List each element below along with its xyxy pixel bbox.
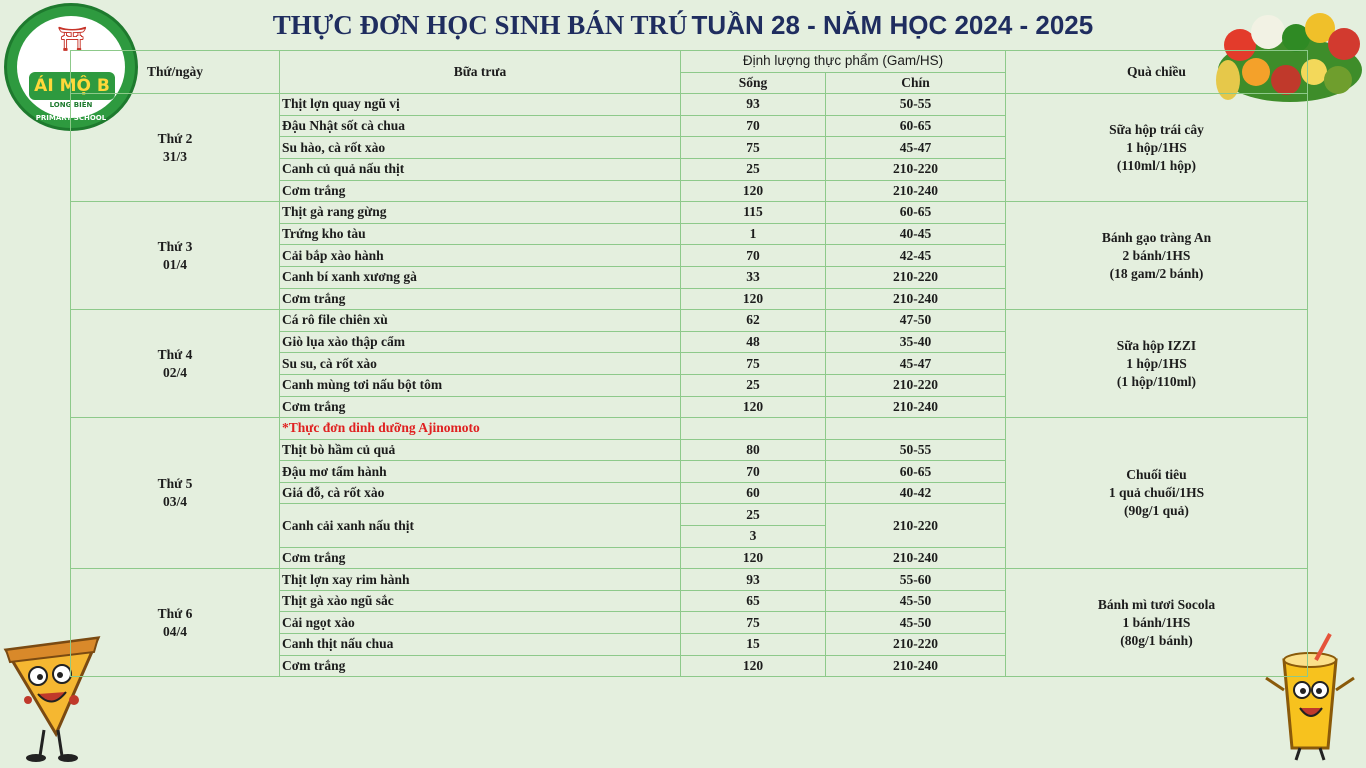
day-name: Thứ 4: [157, 346, 193, 362]
raw-amount: 120: [681, 288, 826, 310]
gate-icon: ⛩: [57, 27, 88, 53]
raw-cell: [681, 418, 826, 440]
cooked-amount: 60-65: [826, 461, 1006, 483]
raw-amount: 48: [681, 331, 826, 353]
day-cell: [71, 202, 280, 310]
header-lunch: Bữa trưa: [280, 51, 681, 94]
header-quantity: Định lượng thực phẩm (Gam/HS): [681, 51, 1006, 73]
raw-amount: 70: [681, 461, 826, 483]
dish-name: Đậu Nhật sốt cà chua: [280, 115, 681, 137]
dish-name: Cơm trắng: [280, 547, 681, 569]
snack-line: Bánh gạo tràng An: [1101, 229, 1212, 245]
snack-cell: [1006, 569, 1308, 677]
logo-school: PRIMARY SCHOOL: [35, 114, 107, 122]
dish-name: Thịt gà xào ngũ sắc: [280, 590, 681, 612]
dish-name: Trứng kho tàu: [280, 223, 681, 245]
cooked-amount: 42-45: [826, 245, 1006, 267]
cooked-amount: 45-50: [826, 590, 1006, 612]
menu-table: [70, 50, 1308, 677]
day-cell: [71, 94, 280, 202]
dish-name: Canh mùng tơi nấu bột tôm: [280, 374, 681, 396]
snack-line: 1 hộp/1HS: [1126, 139, 1187, 155]
snack-line: (90g/1 quả): [1124, 503, 1189, 519]
raw-amount: 120: [681, 655, 826, 677]
header-snack: Quà chiều: [1006, 51, 1308, 94]
snack-line: (80g/1 bánh): [1120, 632, 1193, 648]
dish-name: Cải ngọt xào: [280, 612, 681, 634]
note-row: [71, 418, 1308, 440]
header-row: [71, 51, 1308, 73]
raw-amount: 120: [681, 180, 826, 202]
raw-amount: 120: [681, 396, 826, 418]
cooked-cell: [826, 418, 1006, 440]
day-date: 02/4: [162, 364, 187, 380]
cooked-amount: 210-220: [826, 158, 1006, 180]
dish-name: Su hào, cà rốt xào: [280, 137, 681, 159]
title-main: THỰC ĐƠN HỌC SINH BÁN TRÚ: [272, 10, 688, 40]
snack-line: Sữa hộp IZZI: [1116, 337, 1197, 353]
raw-amount: 15: [681, 634, 826, 656]
table-row: [71, 569, 1308, 591]
cooked-amount: 210-220: [826, 266, 1006, 288]
snack-line: Bánh mì tươi Socola: [1097, 596, 1216, 612]
dish-name: Giá đỗ, cà rốt xào: [280, 482, 681, 504]
raw-amount: 62: [681, 310, 826, 332]
raw-amount: 75: [681, 353, 826, 375]
day-cell: [71, 310, 280, 418]
snack-cell: [1006, 310, 1308, 418]
logo-city: LONG BIÊN: [49, 101, 93, 109]
day-date: 01/4: [162, 256, 187, 272]
snack-line: 1 quả chuối/1HS: [1108, 485, 1205, 501]
day-name: Thứ 5: [157, 476, 193, 492]
header-cooked: Chín: [826, 72, 1006, 94]
cooked-amount: 50-55: [826, 439, 1006, 461]
dish-name: Su su, cà rốt xào: [280, 353, 681, 375]
raw-amount: 33: [681, 266, 826, 288]
snack-line: Chuối tiêu: [1126, 467, 1187, 483]
table-row: [71, 94, 1308, 116]
day-name: Thứ 6: [157, 605, 193, 621]
day-name: Thứ 3: [157, 238, 193, 254]
header-raw: Sống: [681, 72, 826, 94]
day-cell: [71, 418, 280, 569]
dish-name: Cơm trắng: [280, 288, 681, 310]
dish-name: Đậu mơ tẩm hành: [280, 461, 681, 483]
snack-line: 1 bánh/1HS: [1122, 614, 1191, 630]
raw-amount: 25: [681, 158, 826, 180]
cooked-amount: 210-240: [826, 655, 1006, 677]
raw-amount: 80: [681, 439, 826, 461]
dish-name: Giò lụa xào thập cẩm: [280, 331, 681, 353]
snack-line: (1 hộp/110ml): [1116, 373, 1197, 389]
snack-line: Sữa hộp trái cây: [1109, 121, 1204, 137]
snack-cell: [1006, 418, 1308, 569]
raw-amount: 25: [681, 374, 826, 396]
logo-name: ÁI MỘ B: [29, 72, 115, 100]
cooked-amount: 210-220: [826, 634, 1006, 656]
raw-amount: 75: [681, 612, 826, 634]
dish-name: Canh thịt nấu chua: [280, 634, 681, 656]
menu-note: *Thực đơn dinh dưỡng Ajinomoto: [280, 418, 681, 440]
raw-amount: 60: [681, 482, 826, 504]
raw-amount: 25: [681, 504, 826, 526]
day-cell: [71, 569, 280, 677]
raw-amount: 120: [681, 547, 826, 569]
raw-amount: 3: [681, 526, 826, 548]
dish-name: Canh bí xanh xương gà: [280, 266, 681, 288]
header-day: Thứ/ngày: [71, 51, 280, 94]
raw-amount: 93: [681, 94, 826, 116]
dish-name: Cơm trắng: [280, 396, 681, 418]
dish-name: Thịt lợn xay rim hành: [280, 569, 681, 591]
cooked-amount: 210-220: [826, 374, 1006, 396]
raw-amount: 75: [681, 137, 826, 159]
dish-name: Thịt gà rang gừng: [280, 202, 681, 224]
dish-name: Thịt lợn quay ngũ vị: [280, 94, 681, 116]
cooked-amount: 60-65: [826, 202, 1006, 224]
raw-amount: 1: [681, 223, 826, 245]
snack-line: 2 bánh/1HS: [1122, 247, 1191, 263]
dish-name: Cải bắp xào hành: [280, 245, 681, 267]
dish-name: Cá rô file chiên xù: [280, 310, 681, 332]
dish-name: Cơm trắng: [280, 180, 681, 202]
cooked-amount: 210-220: [826, 504, 1006, 547]
cooked-amount: 60-65: [826, 115, 1006, 137]
cooked-amount: 210-240: [826, 396, 1006, 418]
day-date: 03/4: [162, 494, 187, 510]
cooked-amount: 210-240: [826, 288, 1006, 310]
dish-name: Cơm trắng: [280, 655, 681, 677]
cooked-amount: 40-42: [826, 482, 1006, 504]
cooked-amount: 45-47: [826, 137, 1006, 159]
cooked-amount: 40-45: [826, 223, 1006, 245]
raw-amount: 93: [681, 569, 826, 591]
cooked-amount: 210-240: [826, 547, 1006, 569]
page-title: [0, 10, 1366, 41]
dish-name: Canh cải xanh nấu thịt: [280, 504, 681, 547]
cooked-amount: 50-55: [826, 94, 1006, 116]
snack-line: 1 hộp/1HS: [1126, 355, 1187, 371]
day-date: 31/3: [162, 148, 187, 164]
day-name: Thứ 2: [157, 130, 193, 146]
snack-line: (110ml/1 hộp): [1116, 157, 1197, 173]
cooked-amount: 47-50: [826, 310, 1006, 332]
cooked-amount: 55-60: [826, 569, 1006, 591]
table-row: [71, 310, 1308, 332]
cooked-amount: 45-47: [826, 353, 1006, 375]
raw-amount: 70: [681, 245, 826, 267]
snack-line: (18 gam/2 bánh): [1109, 265, 1204, 281]
dish-name: Thịt bò hầm củ quả: [280, 439, 681, 461]
dish-name: Canh củ quả nấu thịt: [280, 158, 681, 180]
cooked-amount: 35-40: [826, 331, 1006, 353]
cooked-amount: 210-240: [826, 180, 1006, 202]
snack-cell: [1006, 94, 1308, 202]
raw-amount: 70: [681, 115, 826, 137]
table-row: [71, 202, 1308, 224]
title-week: TUẦN 28 - NĂM HỌC 2024 - 2025: [691, 10, 1094, 40]
snack-cell: [1006, 202, 1308, 310]
day-date: 04/4: [162, 623, 187, 639]
raw-amount: 115: [681, 202, 826, 224]
raw-amount: 65: [681, 590, 826, 612]
cooked-amount: 45-50: [826, 612, 1006, 634]
